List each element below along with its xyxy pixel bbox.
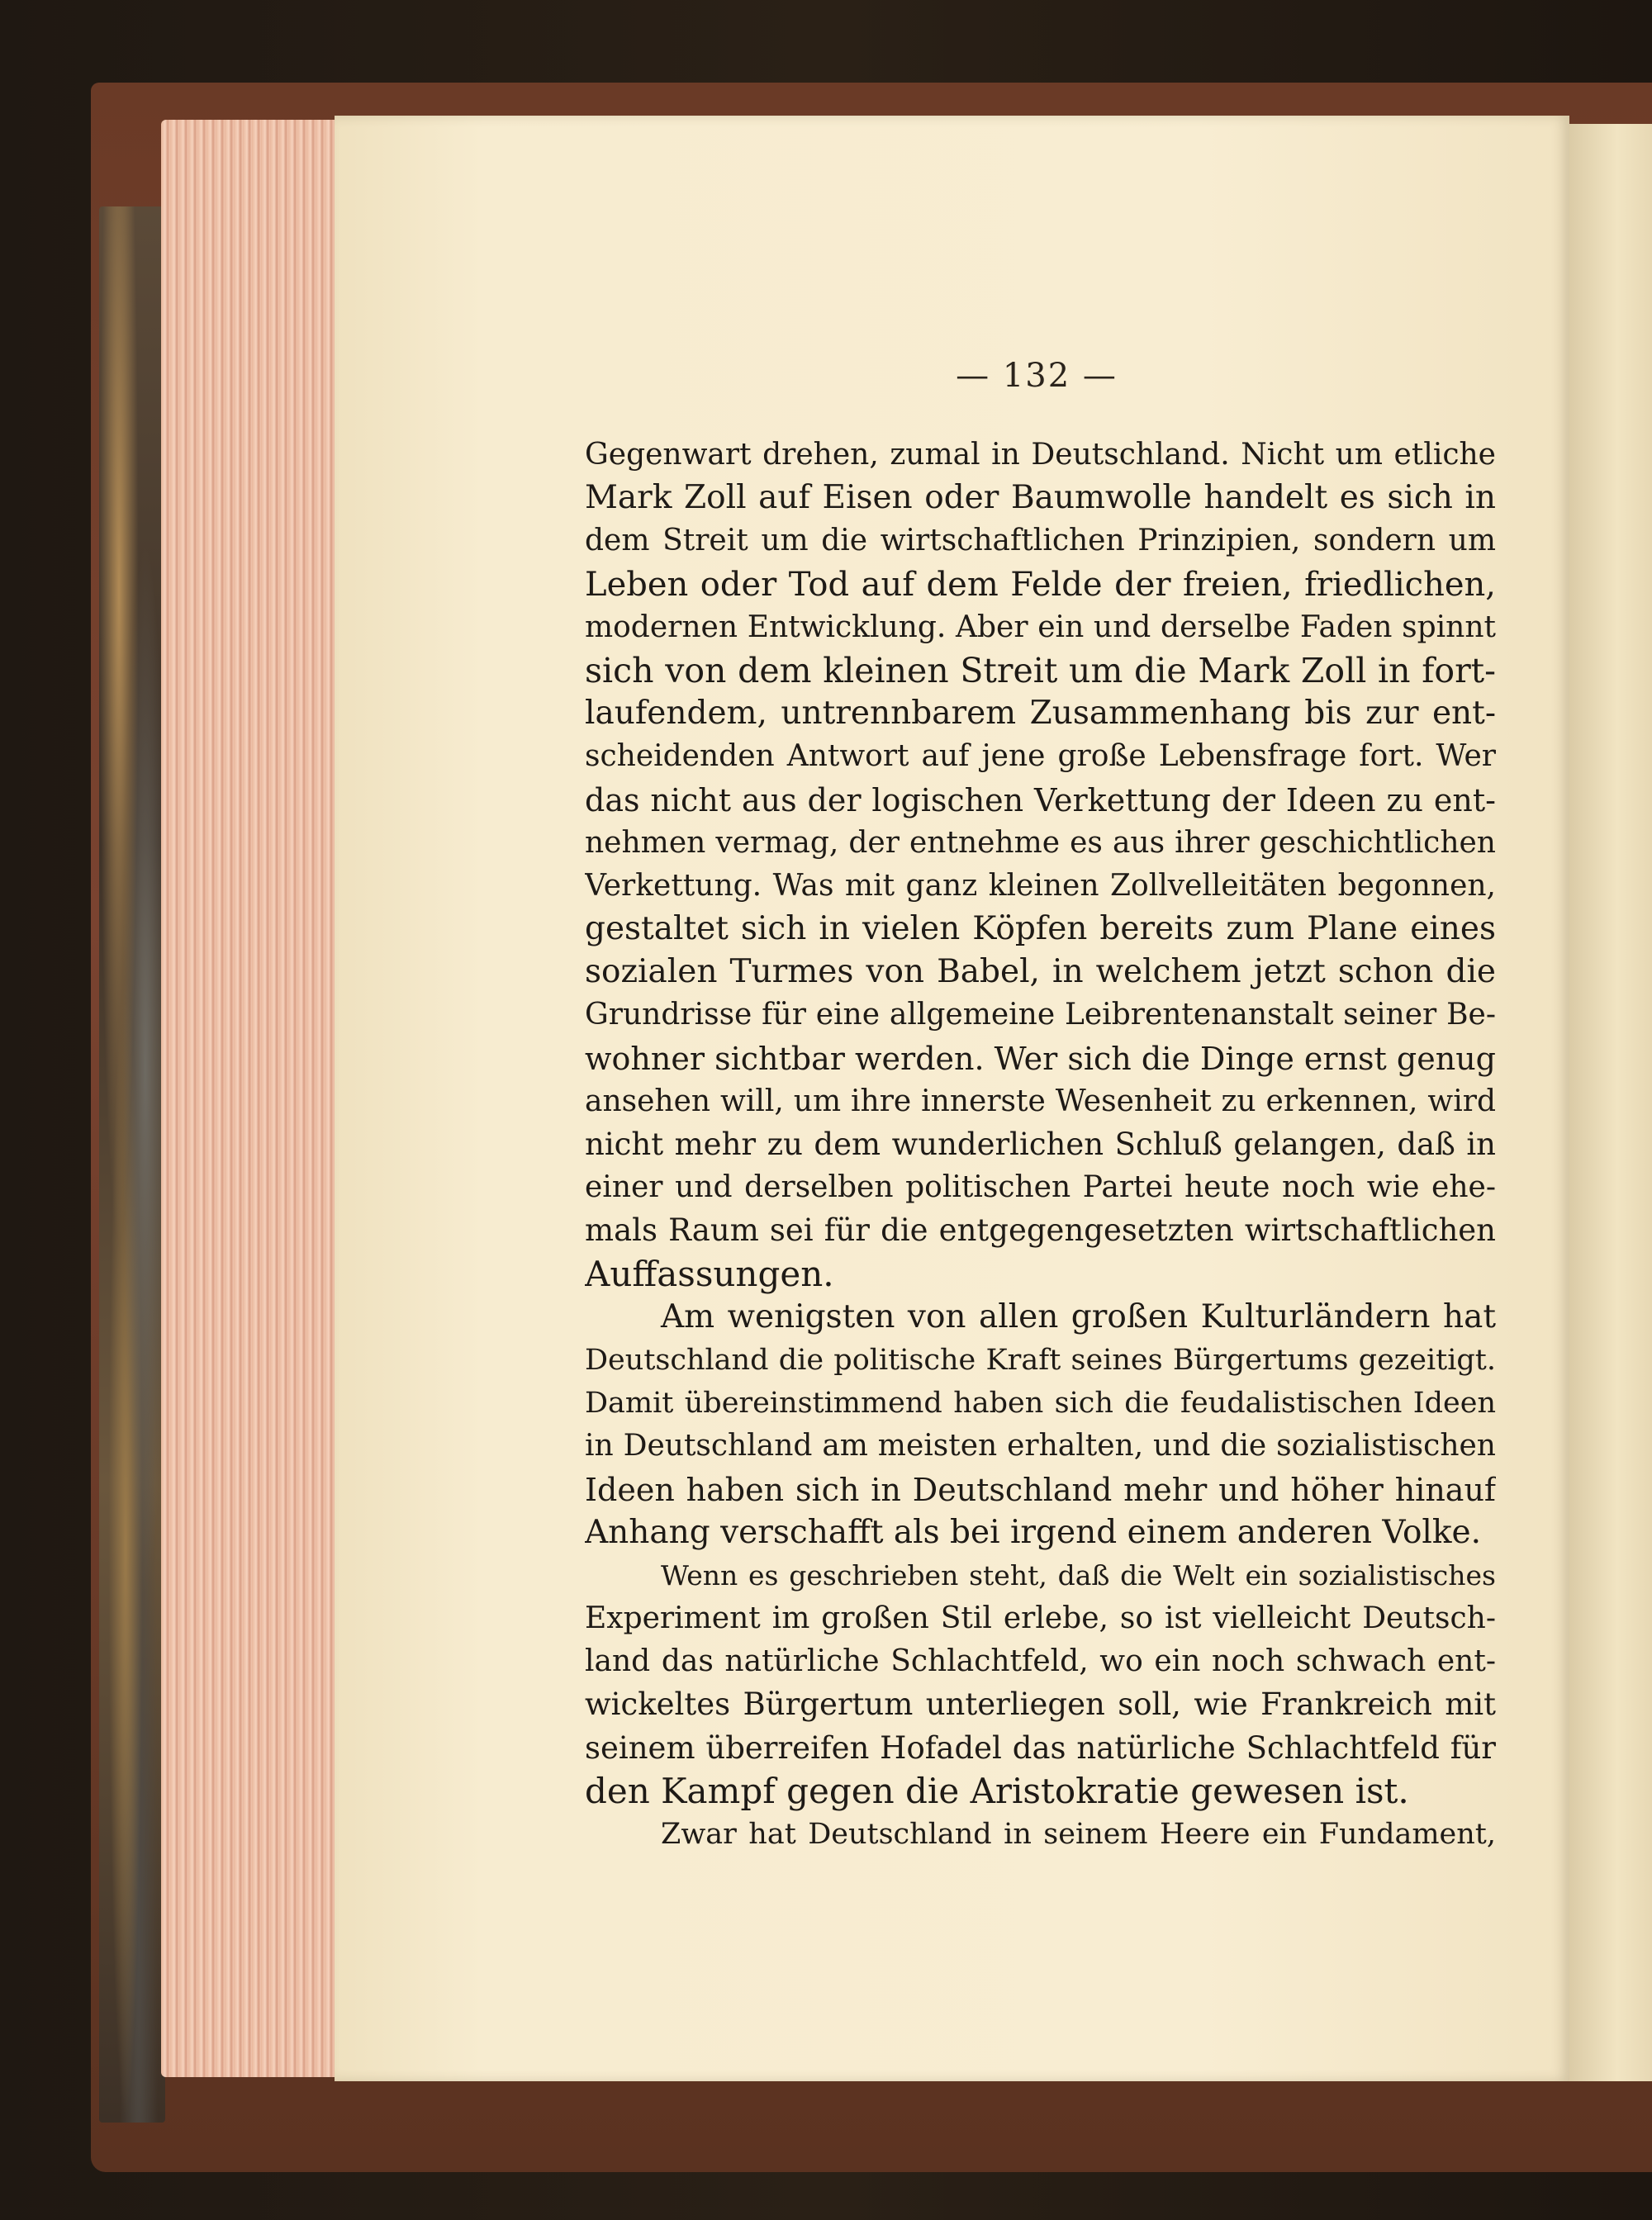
body-text xyxy=(585,434,1496,1856)
text-line: Grundrisse für eine allgemeine Leibrentenanstalt seiner Be- xyxy=(585,998,1496,1032)
text-line: einer und derselben politischen Partei heute noch wie ehe- xyxy=(585,1170,1496,1205)
text-line: land das natürliche Schlachtfeld, wo ein noch schwach ent- xyxy=(585,1644,1496,1679)
text-line: seinem überreifen Hofadel das natürliche Schlachtfeld für xyxy=(585,1729,1496,1766)
text-line: dem Streit um die wirtschaftlichen Prinzipien, sondern um xyxy=(585,524,1496,558)
text-line: ansehen will, um ihre innerste Wesenheit zu erkennen, wird xyxy=(585,1084,1496,1118)
page-edges xyxy=(161,120,339,2077)
text-line: in Deutschland am meisten erhalten, und die sozialistischen xyxy=(585,1429,1496,1463)
text-line: Experiment im großen Stil erlebe, so ist vielleicht Deutsch- xyxy=(585,1601,1496,1636)
text-line: wickeltes Bürgertum unterliegen soll, wie Frankreich mit xyxy=(585,1686,1496,1723)
text-line: Mark Zoll auf Eisen oder Baumwolle handelt es sich in xyxy=(585,479,1496,517)
text-line: mals Raum sei für die entgegengesetzten wirtschaftlichen xyxy=(585,1212,1496,1249)
text-line: wohner sichtbar werden. Wer sich die Dinge ernst genug xyxy=(585,1040,1496,1077)
text-line: Gegenwart drehen, zumal in Deutschland. Nicht um etliche xyxy=(585,438,1496,472)
text-line: Deutschland die politische Kraft seines Bürgertums gezeitigt. xyxy=(585,1343,1496,1377)
text-line: sich von dem kleinen Streit um die Mark Zoll in fort- xyxy=(585,650,1496,690)
text-line: sozialen Turmes von Babel, in welchem jetzt schon die xyxy=(585,953,1496,991)
text-line: Leben oder Tod auf dem Felde der freien, friedlichen, xyxy=(585,565,1496,604)
text-line: modernen Entwicklung. Aber ein und derselbe Faden spinnt xyxy=(585,610,1496,644)
text-line: Verkettung. Was mit ganz kleinen Zollvelleitäten begonnen, xyxy=(585,868,1496,903)
text-line: gestaltet sich in vielen Köpfen bereits zum Plane eines xyxy=(585,910,1496,948)
text-line: laufendem, untrennbarem Zusammenhang bis zur ent- xyxy=(585,695,1496,733)
text-line: Damit übereinstimmend haben sich die feudalistischen Ideen xyxy=(585,1387,1496,1421)
text-line: das nicht aus der logischen Verkettung der Ideen zu ent- xyxy=(585,781,1496,818)
text-line: nehmen vermag, der entnehme es aus ihrer geschichtlichen xyxy=(585,825,1496,860)
text-line: Anhang verschafft als bei irgend einem anderen Volke. xyxy=(585,1513,1482,1551)
text-line: scheidenden Antwort auf jene große Lebensfrage fort. Wer xyxy=(585,739,1496,774)
text-line: Wenn es geschrieben steht, daß die Welt ein sozialistisches xyxy=(661,1558,1496,1591)
page-number: — 132 — xyxy=(956,357,1118,395)
text-line: Am wenigsten von allen großen Kulturländern hat xyxy=(661,1297,1496,1335)
text-line: Auffassungen. xyxy=(585,1253,834,1294)
text-line: Ideen haben sich in Deutschland mehr und höher hinauf xyxy=(585,1471,1496,1508)
text-line: nicht mehr zu dem wunderlichen Schluß gelangen, daß in xyxy=(585,1127,1496,1162)
text-line: den Kampf gegen die Aristokratie gewesen ist. xyxy=(585,1770,1409,1811)
text-line: Zwar hat Deutschland in seinem Heere ein Fundament, xyxy=(661,1818,1496,1851)
marbled-endpaper xyxy=(99,206,165,2123)
facing-page-edge xyxy=(1565,124,1652,2081)
